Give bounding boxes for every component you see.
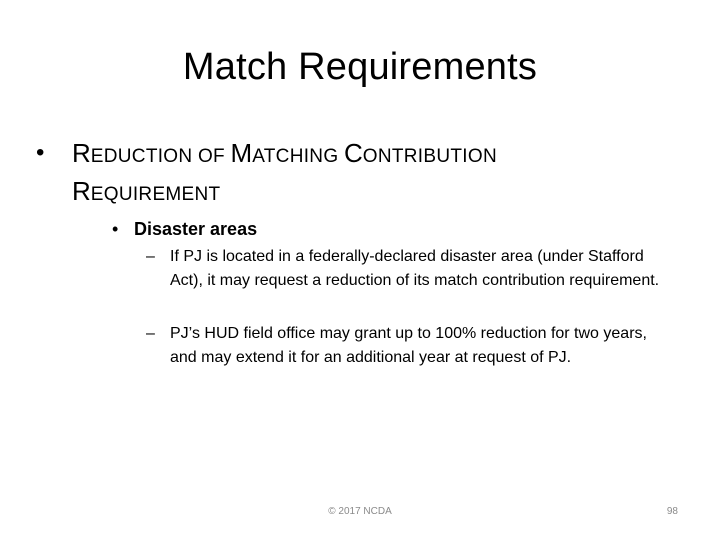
heading-letter: R <box>72 138 91 168</box>
bullet-level3 <box>146 322 676 370</box>
bullet-level1-text <box>72 136 632 212</box>
dash-marker: – <box>146 325 155 342</box>
bullet-marker: • <box>112 219 119 239</box>
bullet-level2-text: Disaster areas <box>134 219 258 239</box>
heading-letter: M <box>230 138 253 168</box>
footer-copyright: © 2017 NCDA <box>328 506 392 517</box>
slide-title: Match Requirements <box>182 46 538 88</box>
footer-page-number: 98 <box>666 506 678 517</box>
bullet-level3-text: If PJ is located in a federally-declared disaster area (under Stafford Act), it may request a reduction of its match contribution requirement. <box>170 248 660 289</box>
bullet-marker: • <box>36 139 45 166</box>
dash-marker: – <box>146 248 155 265</box>
heading-rest: EDUCTION OF <box>90 146 231 167</box>
bullet-level2 <box>112 215 257 243</box>
bullet-level3-text: PJ’s HUD field office may grant up to 100% reduction for two years, and may extend it for an additional year at request of PJ. <box>170 325 647 366</box>
bullet-level3 <box>146 245 676 293</box>
heading-letter: C <box>344 138 363 168</box>
heading-letter: R <box>72 176 91 206</box>
heading-rest: ATCHING <box>252 146 344 167</box>
heading-rest: EQUIREMENT <box>90 184 221 205</box>
heading-rest: ONTRIBUTION <box>362 146 497 167</box>
bullet-level1 <box>36 136 676 212</box>
